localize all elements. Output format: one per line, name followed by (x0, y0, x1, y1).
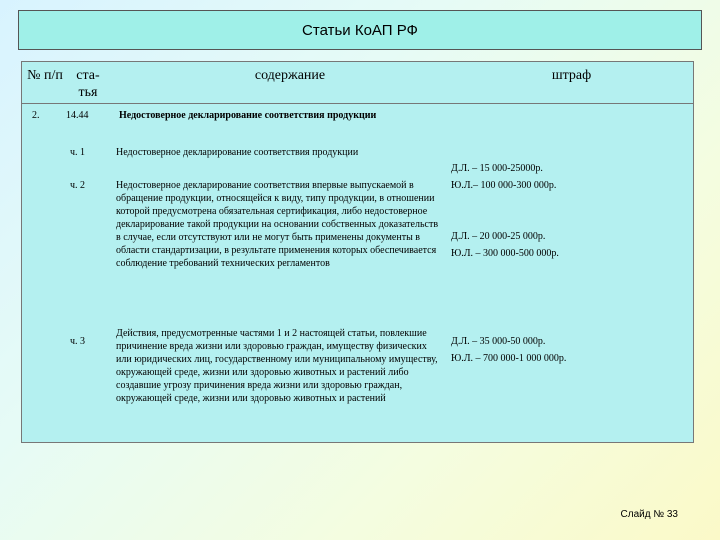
part-3-content: Действия, предусмотренные частями 1 и 2 настоящей статьи, повлекшие причинение вреда жизни или здоровью граждан, имуществу физических или юридических лиц, государственному или муниципальному имуществу, окружающей среде, жизни или здоровью животных и растений либо создавшие угрозу причинения вреда жизни или здоровью граждан, окружающей среде, жизни или здоровью животных и растений (116, 328, 438, 404)
row-number: 2. (32, 110, 40, 121)
part-1-content: Недостоверное декларирование соответствия продукции (116, 147, 359, 158)
part-1-fine-legal: Ю.Л.– 100 000-300 000р. (451, 180, 557, 191)
part-3-fine (451, 333, 691, 367)
part-2-fine-officials: Д.Л. – 20 000-25 000р. (451, 231, 546, 242)
part-3-fine-officials: Д.Л. – 35 000-50 000р. (451, 336, 546, 347)
header-fine: штраф (551, 68, 592, 83)
part-1-fine-officials: Д.Л. – 15 000-25000р. (451, 163, 543, 174)
header-article: ста-тья (76, 68, 100, 100)
slide-title: Статьи КоАП РФ (302, 21, 418, 39)
row-article: 14.44 (66, 110, 89, 121)
part-2-content: Недостоверное декларирование соответствия впервые выпускаемой в обращение продукции, относящейся к виду, типу продукции, в отношении которой предусмотрена обязательная сертификация, либо недостоверное декларирование такой продукции на основании собственных доказательств в случае, если отсутствуют или не могут быть применены документы в области стандартизации, в результате применения которых обеспечивается соблюдение требований технических регламентов (116, 180, 439, 269)
header-divider (22, 103, 693, 104)
header-content: содержание (254, 68, 326, 83)
part-1-label: ч. 1 (70, 147, 86, 158)
part-3-fine-legal: Ю.Л. – 700 000-1 000 000р. (451, 353, 567, 364)
part-3-label: ч. 3 (70, 336, 86, 347)
part-2-fine-legal: Ю.Л. – 300 000-500 000р. (451, 248, 559, 259)
row-content: Недостоверное декларирование соответствия продукции (119, 110, 377, 121)
slide-number: Слайд № 33 (620, 509, 678, 520)
koap-table (21, 61, 694, 443)
part-2-fine (451, 228, 691, 262)
part-2-label: ч. 2 (70, 180, 86, 191)
header-num: № п/п (27, 68, 63, 83)
part-1-fine (451, 160, 691, 194)
slide-title-box (18, 10, 702, 50)
